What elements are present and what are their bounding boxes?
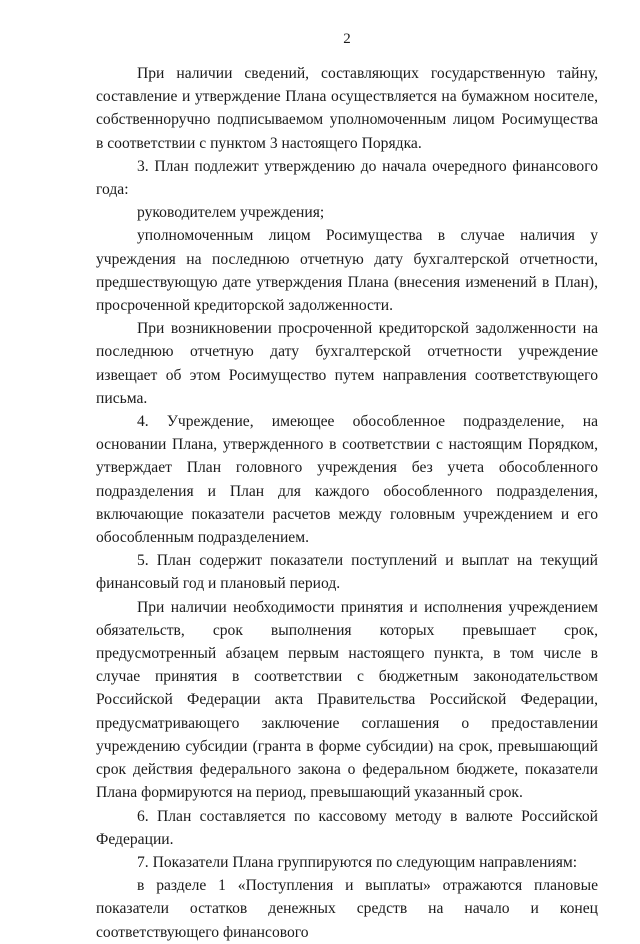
paragraph-section-1: в разделе 1 «Поступления и выплаты» отражаются плановые показатели остатков денежных средств на начало и конец соответствующего финансового: [96, 877, 598, 941]
paragraph-item-3: 3. План подлежит утверждению до начала очередного финансового года:: [96, 157, 598, 199]
paragraph-head-of-institution: руководителем учреждения;: [137, 204, 325, 222]
paragraph-overdue-debt: При возникновении просроченной кредиторской задолженности на последнюю отчетную дату бухгалтерской отчетности учреждение извещает об этом Росимущество путем направления соответствующего письма.: [96, 320, 598, 407]
paragraph-item-4: 4. Учреждение, имеющее обособленное подразделение, на основании Плана, утвержденного в соответствии с настоящим Порядком, утверждает План головного учреждения без учета обособленного подразделения и План для каждого обособленного подразделения, включающие показатели расчетов между головным учреждением и его обособленным подразделением.: [96, 413, 598, 547]
paragraph-state-secret: При наличии сведений, составляющих государственную тайну, составление и утверждение Плана осуществляется на бумажном носителе, собственноручно подписываемом уполномоченным лицом Росимущества в соответствии с пунктом 3 настоящего Порядка.: [96, 65, 598, 152]
paragraph-obligations: При наличии необходимости принятия и исполнения учреждением обязательств, срок выполнения которых превышает срок, предусмотренный абзацем первым настоящего пункта, в том числе в случае принятия в соответствии с бюджетным законодательством Российской Федерации акта Правительства Российской Федерации, предусматривающего заключение соглашения о предоставлении учреждению субсидии (гранта в форме субсидии) на срок, превышающий срок действия федерального закона о федеральном бюджете, показатели Плана формируются на период, превышающий указанный срок.: [96, 598, 598, 802]
paragraph-item-7: 7. Показатели Плана группируются по следующим направлениям:: [137, 853, 578, 871]
paragraph-authorized-person: уполномоченным лицом Росимущества в случае наличия у учреждения на последнюю отчетную дату бухгалтерской отчетности, предшествующую дате утверждения Плана (внесения изменений в План), просроченной кредиторской задолженности.: [96, 227, 598, 315]
paragraph-item-6: 6. План составляется по кассовому методу в валюте Российской Федерации.: [96, 807, 598, 848]
paragraph-item-5: 5. План содержит показатели поступлений и выплат на текущий финансовый год и плановый период.: [96, 552, 598, 593]
page-number: 2: [343, 31, 351, 47]
document-body: [96, 62, 598, 944]
